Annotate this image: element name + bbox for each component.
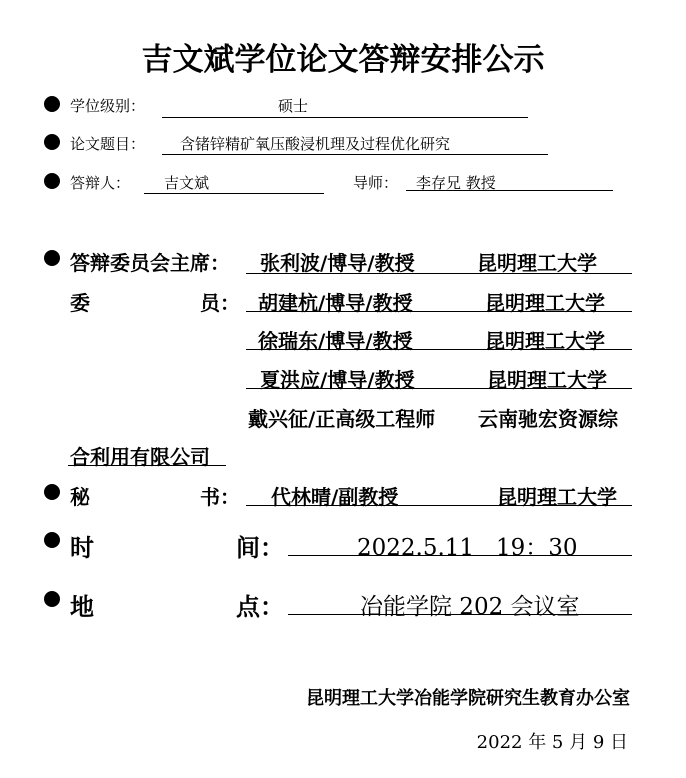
time-value: 2022.5.11 19：30 — [357, 535, 578, 561]
defender-value: 吉文斌 — [164, 174, 210, 192]
advisor-value: 李存兄 教授 — [416, 174, 496, 192]
member-name: 戴兴征/正高级工程师 — [248, 407, 436, 431]
defender-underline — [144, 193, 324, 194]
committee-chair-label: 答辩委员会主席： — [70, 251, 230, 275]
place-underline — [288, 614, 632, 615]
members-label-a: 委 — [70, 291, 90, 315]
place-label-a: 地 — [70, 592, 94, 621]
bullet-icon — [44, 173, 60, 189]
place-value: 冶能学院 202 会议室 — [360, 594, 580, 620]
secretary-underline — [246, 505, 632, 506]
place-label-b: 点： — [236, 592, 284, 621]
thesis-label: 论文题目： — [70, 135, 146, 153]
footer-date: 2022 年 5 月 9 日 — [476, 732, 628, 753]
secretary-org: 昆明理工大学 — [497, 485, 617, 509]
bullet-icon — [44, 134, 60, 150]
member-underline — [246, 349, 632, 350]
member-org: 昆明理工大学 — [487, 368, 607, 392]
committee-chair-name: 张利波/博导/教授 — [260, 251, 415, 275]
page-title: 吉文斌学位论文答辩安排公示 — [141, 42, 545, 78]
committee-chair-org: 昆明理工大学 — [477, 251, 597, 275]
bullet-icon — [44, 532, 60, 548]
defender-label: 答辩人： — [70, 174, 131, 192]
member-org: 云南驰宏资源综 — [478, 407, 618, 431]
footer-office: 昆明理工大学冶能学院研究生教育办公室 — [306, 688, 630, 709]
member-underline — [246, 388, 632, 389]
degree-value: 硕士 — [278, 97, 309, 115]
bullet-icon — [44, 591, 60, 607]
bullet-icon — [44, 96, 60, 112]
secretary-name: 代林晴/副教授 — [271, 485, 399, 509]
member-underline — [246, 311, 632, 312]
degree-underline — [162, 117, 528, 118]
time-label-a: 时 — [70, 533, 94, 562]
members-label-b: 员： — [200, 291, 240, 315]
member-org: 昆明理工大学 — [485, 329, 605, 353]
member-name: 徐瑞东/博导/教授 — [258, 329, 413, 353]
time-underline — [288, 555, 632, 556]
thesis-underline — [162, 154, 548, 155]
bullet-icon — [44, 250, 60, 266]
member-org: 昆明理工大学 — [485, 291, 605, 315]
member-name: 夏洪应/博导/教授 — [260, 368, 415, 392]
bullet-icon — [44, 484, 60, 500]
member-org-continued: 合利用有限公司 — [70, 445, 210, 469]
thesis-value: 含锗锌精矿氧压酸浸机理及过程优化研究 — [180, 135, 451, 153]
committee-chair-underline — [246, 273, 632, 274]
advisor-label: 导师： — [353, 174, 399, 192]
degree-label: 学位级别： — [70, 97, 146, 115]
member-name: 胡建杭/博导/教授 — [258, 291, 413, 315]
time-label-b: 间： — [236, 533, 284, 562]
secretary-label-b: 书： — [200, 485, 240, 509]
secretary-label-a: 秘 — [70, 485, 90, 509]
advisor-underline — [406, 190, 613, 191]
member-org-underline — [68, 465, 226, 466]
